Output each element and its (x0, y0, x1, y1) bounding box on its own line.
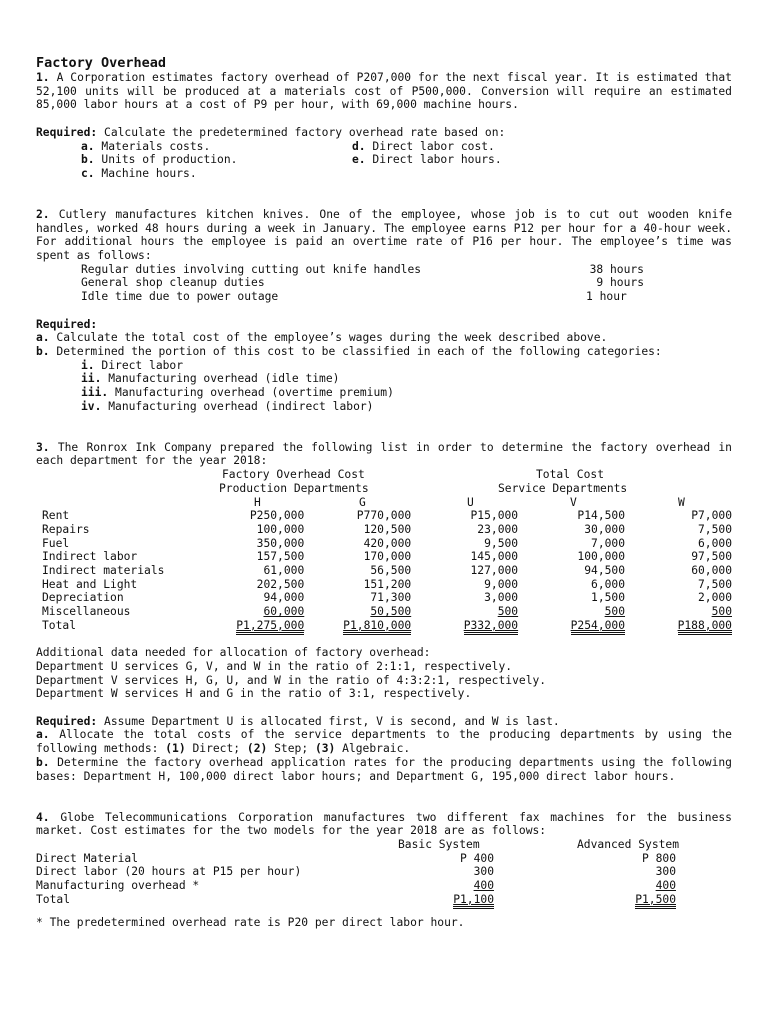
q3-part-b-label: b. (36, 755, 50, 769)
q4-col-advanced: Advanced System (577, 838, 680, 852)
q3-header-row (36, 482, 732, 496)
q1-item-text: Units of production. (101, 153, 238, 167)
q3-header-row (36, 468, 732, 482)
q4-table-row (36, 865, 732, 879)
q2-category-label: iv. (81, 399, 102, 413)
q2-time-hours: 38 hours (589, 262, 644, 276)
q3-row-label: Fuel (42, 536, 70, 550)
q3-additional-line: Additional data needed for allocation of factory overhead: (36, 646, 431, 660)
q4-basic-value: 300 (473, 865, 494, 879)
q3-cell: 3,000 (484, 591, 519, 605)
q4-row-label: Manufacturing overhead * (36, 879, 200, 893)
q3-cell: 60,000 (691, 564, 732, 578)
q2-category-label: i. (81, 358, 95, 372)
q1-item-row (36, 153, 732, 167)
q3-cell: 100,000 (577, 550, 626, 564)
q4-table-row (36, 879, 732, 893)
q1-number: 1. (36, 71, 50, 84)
q3-method-name: Direct; (192, 742, 241, 756)
q3-required-text: Assume Department U is allocated first, V is second, and W is last. (104, 714, 560, 728)
q3-cell: 100,000 (256, 522, 305, 536)
q2-required-label: Required: (36, 317, 98, 331)
q3-table-row (42, 578, 732, 592)
q3-row-label: Indirect labor (42, 550, 138, 564)
q3-cell: P1,275,000 (236, 619, 304, 635)
q3-cell: 9,500 (484, 536, 519, 550)
q2-category-label: ii. (81, 372, 102, 386)
q4-row-label: Total (36, 892, 71, 906)
q1-required-text: Calculate the predetermined factory overhead rate based on: (104, 125, 506, 139)
q3-part-a-label: a. (36, 728, 50, 742)
q3-method-number: (2) (246, 742, 268, 756)
q3-cell: 7,500 (697, 577, 732, 591)
q3-cell: P250,000 (249, 509, 305, 523)
q3-total-row (42, 619, 732, 633)
q3-cell: 71,300 (370, 591, 412, 605)
q2-part-b-label: b. (36, 344, 50, 358)
q4-text (36, 811, 732, 838)
q3-cell: 1,500 (591, 591, 626, 605)
q3-cell: 6,000 (697, 536, 732, 550)
q2-number: 2. (36, 207, 50, 221)
q4-advanced-value: P 800 (641, 851, 676, 865)
q3-cell: P188,000 (678, 619, 732, 635)
q3-number: 3. (36, 440, 50, 454)
q1-item-label: e. (352, 153, 366, 167)
q2-category-text: Direct labor (101, 358, 184, 372)
q1-item-row (36, 167, 732, 181)
q3-row-label: Rent (42, 509, 70, 523)
q2-body: Cutlery manufactures kitchen knives. One of the employee, whose job is to cut out wooden knife handles, worked 48 hours during a week in January. The employee earns P12 per hour for a 40-hour week. For additional hours the employee is paid an overtime rate of P16 per hour. The employee’s time was spent as follows: (36, 207, 732, 263)
q1-required-label: Required: (36, 125, 98, 139)
q1-item-text: Materials costs. (101, 139, 211, 153)
q3-additional-line: Department W services H and G in the ratio of 3:1, respectively. (36, 687, 472, 701)
q3-subheader-left: Production Departments (219, 481, 369, 495)
q3-body: The Ronrox Ink Company prepared the following list in order to determine the factory overhead in each department for the year 2018: (36, 440, 732, 468)
q1-item-label: c. (81, 166, 95, 180)
q3-required (36, 715, 732, 729)
q1-item-label: b. (81, 153, 95, 167)
q2-time-row (36, 290, 732, 304)
q2-category-text: Manufacturing overhead (indirect labor) (108, 399, 374, 413)
q2-time-row (36, 263, 732, 277)
q1-item-label: d. (352, 139, 366, 153)
q4-header-row (36, 838, 732, 852)
q3-cell: 94,500 (584, 564, 626, 578)
q3-col-h: H (254, 495, 261, 509)
q3-method-name: Step; (274, 742, 309, 756)
q3-cell: 420,000 (363, 536, 412, 550)
q3-row-label: Total (42, 618, 77, 632)
q2-time-desc: Idle time due to power outage (81, 290, 279, 304)
q3-column-headers (36, 496, 732, 510)
q3-cell: 56,500 (370, 564, 412, 578)
q4-number: 4. (36, 810, 50, 824)
q3-cell: 145,000 (470, 550, 519, 564)
q3-method-number: (1) (165, 742, 186, 756)
q1-item-text: Machine hours. (101, 166, 197, 180)
q4-basic-value: P1,100 (453, 893, 494, 910)
q1-item-label: a. (81, 139, 95, 153)
q2-time-desc: General shop cleanup duties (81, 276, 265, 290)
q4-basic-value: P 400 (459, 851, 494, 865)
q3-row-label: Repairs (42, 522, 90, 536)
q1-body: A Corporation estimates factory overhead of P207,000 for the next fiscal year. It is estimated that 52,100 units will be produced at a materials cost of P500,000. Conversion will require an estimated 85,000 labor hours at a cost of P9 per hour, with 69,000 machine hours. (36, 71, 732, 112)
q3-col-g: G (359, 495, 366, 509)
q4-advanced-value: P1,500 (635, 893, 676, 910)
q3-additional-line: Department V services H, G, U, and W in the ratio of 4:3:2:1, respectively. (36, 673, 547, 687)
q2-part-b-text: Determined the portion of this cost to be classified in each of the following categories: (56, 344, 662, 358)
q4-total-row (36, 893, 732, 907)
q3-required-label: Required: (36, 714, 98, 728)
q3-cell: P14,500 (577, 509, 626, 523)
q3-cell: 170,000 (363, 550, 412, 564)
q3-additional-line: Department U services G, V, and W in the ratio of 2:1:1, respectively. (36, 659, 513, 673)
q3-cell: 61,000 (263, 564, 305, 578)
q3-cell: 120,500 (363, 522, 412, 536)
q3-part-a-text: Allocate the total costs of the service departments to the producing departments by using the following methods: (36, 728, 732, 756)
q3-cell: P332,000 (464, 619, 518, 635)
q3-table-row (42, 537, 732, 551)
q4-col-basic: Basic System (398, 838, 480, 852)
q3-cell: P1,810,000 (343, 619, 411, 635)
q3-table-row (42, 591, 732, 605)
q2-time-hours: 1 hour (586, 290, 627, 304)
q3-cell: 500 (604, 605, 626, 619)
q2-part-a-text: Calculate the total cost of the employee’s wages during the week described above. (56, 331, 608, 345)
q3-row-label: Indirect materials (42, 564, 165, 578)
q4-footnote: * The predetermined overhead rate is P20 per direct labor hour. (36, 916, 465, 930)
q4-row-label: Direct Material (36, 851, 139, 865)
q2-time-hours: 9 hours (596, 276, 644, 290)
q2-category-label: iii. (81, 385, 109, 399)
q3-cell: 23,000 (477, 522, 519, 536)
q3-part-b-text: Determine the factory overhead application rates for the producing departments using the following bases: Department H, 100,000 direct labor hours; and Department G, 195,000 direct labor hours. (36, 755, 732, 783)
q3-cell: 30,000 (584, 522, 626, 536)
q3-subheader-right: Service Departments (498, 481, 628, 495)
q1-required (36, 126, 732, 140)
q3-cell: P770,000 (356, 509, 412, 523)
q2-part-b (36, 345, 732, 359)
q2-category (36, 372, 732, 386)
q3-cell: 151,200 (363, 577, 412, 591)
q3-header-right: Total Cost (536, 468, 605, 482)
q3-table-row (42, 605, 732, 619)
q3-cell: 6,000 (591, 577, 626, 591)
q3-overhead-table (42, 509, 732, 632)
q3-method-number: (3) (314, 742, 336, 756)
q3-cell: 97,500 (691, 550, 732, 564)
q3-cell: 157,500 (256, 550, 305, 564)
q2-category (36, 400, 732, 414)
q3-cell: 500 (497, 605, 519, 619)
q2-text (36, 208, 732, 263)
q3-table-row (42, 523, 732, 537)
q3-cell: P7,000 (691, 509, 732, 523)
q3-part-a (36, 728, 732, 755)
q2-category (36, 359, 732, 373)
q3-cell: P15,000 (470, 509, 519, 523)
q1-item-text: Direct labor hours. (372, 153, 502, 167)
q3-row-label: Depreciation (42, 591, 124, 605)
q3-row-label: Heat and Light (42, 577, 138, 591)
q3-cell: 2,000 (697, 591, 732, 605)
q3-text (36, 441, 732, 468)
document-page (36, 56, 732, 930)
q4-advanced-value: 300 (655, 865, 676, 879)
q3-cell: P254,000 (571, 619, 625, 635)
q3-cell: 7,000 (591, 536, 626, 550)
q3-cell: 94,000 (263, 591, 305, 605)
q2-category-text: Manufacturing overhead (overtime premium) (115, 385, 394, 399)
q3-table-row (42, 550, 732, 564)
q3-col-v: V (570, 495, 577, 509)
q2-category-text: Manufacturing overhead (idle time) (108, 372, 340, 386)
q2-part-a (36, 331, 732, 345)
q4-body: Globe Telecommunications Corporation manufactures two different fax machines for the business market. Cost estimates for the two models for the year 2018 are as follows: (36, 810, 732, 838)
q2-required (36, 318, 732, 332)
q2-time-desc: Regular duties involving cutting out knife handles (81, 262, 422, 276)
q3-cell: 500 (711, 605, 732, 619)
q3-cell: 50,500 (370, 605, 412, 619)
q3-table-row (42, 509, 732, 523)
q3-cell: 202,500 (256, 577, 305, 591)
q1-item-text: Direct labor cost. (372, 139, 495, 153)
q2-part-a-label: a. (36, 331, 50, 345)
q3-cell: 350,000 (256, 536, 305, 550)
q2-category (36, 386, 732, 400)
q4-row-label: Direct labor (20 hours at P15 per hour) (36, 865, 302, 879)
q4-advanced-value: 400 (655, 879, 676, 893)
q1-text (36, 71, 732, 112)
q3-row-label: Miscellaneous (42, 605, 131, 619)
q3-col-u: U (467, 495, 474, 509)
q4-table-row (36, 852, 732, 866)
q4-basic-value: 400 (473, 879, 494, 893)
q3-cell: 7,500 (697, 522, 732, 536)
q3-cell: 60,000 (263, 605, 305, 619)
q3-header-left: Factory Overhead Cost (222, 468, 365, 482)
page-title: Factory Overhead (36, 55, 167, 71)
q1-item-row (36, 140, 732, 154)
q3-cell: 127,000 (470, 564, 519, 578)
q3-cell: 9,000 (484, 577, 519, 591)
q3-table-row (42, 564, 732, 578)
q3-part-b (36, 756, 732, 783)
q2-time-row (36, 276, 732, 290)
q3-col-w: W (678, 495, 685, 509)
q3-method-name: Algebraic. (342, 742, 411, 756)
